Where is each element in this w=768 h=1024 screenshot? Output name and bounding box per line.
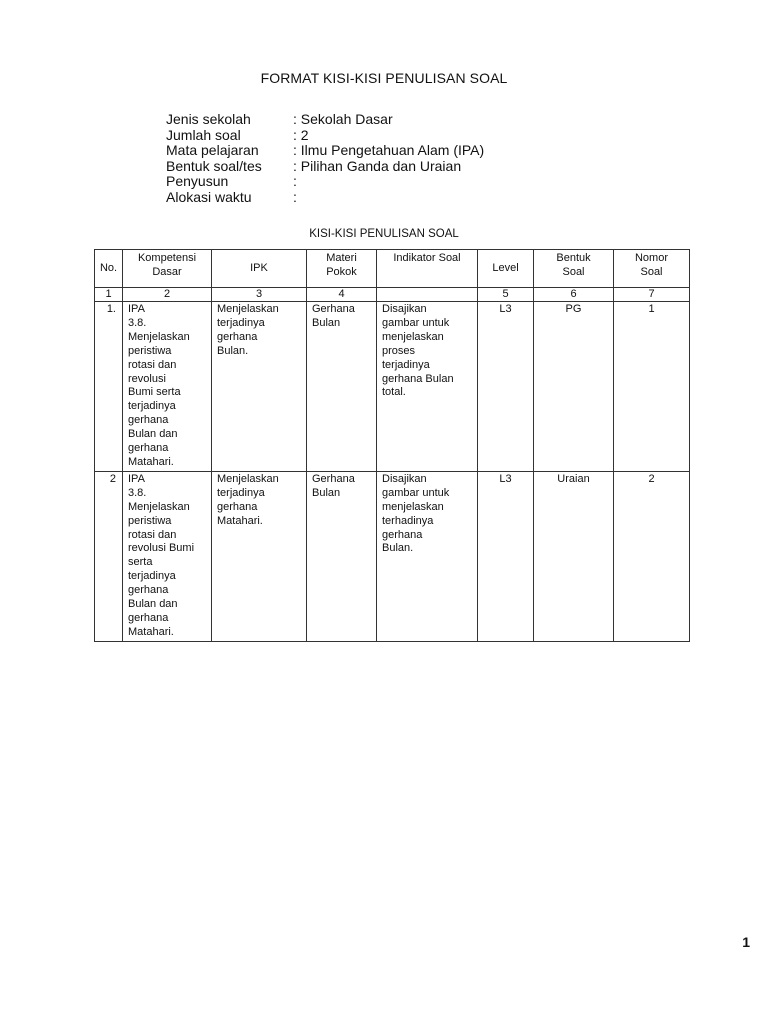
cell-line: Gerhana — [312, 472, 355, 485]
column-number: 1 — [95, 288, 123, 302]
table-title: KISI-KISI PENULISAN SOAL — [309, 228, 459, 240]
header-row — [95, 250, 690, 288]
page-number: 1 — [742, 934, 750, 950]
column-number: 2 — [123, 288, 212, 302]
info-row-mata-pelajaran — [166, 143, 484, 159]
table-row — [95, 302, 690, 472]
cell-ipk — [212, 471, 307, 641]
cell-line: Bulan. — [217, 344, 249, 357]
info-row-alokasi-waktu — [166, 190, 484, 206]
header-no: No. — [95, 250, 123, 288]
cell-line: rotasi dan — [128, 528, 177, 541]
cell-line: Bulan dan — [128, 428, 178, 441]
cell-bentuk: Uraian — [534, 471, 614, 641]
cell-ipk — [212, 302, 307, 472]
cell-kompetensi — [123, 302, 212, 472]
cell-line: rotasi dan — [128, 358, 177, 371]
info-row-bentuk-soal — [166, 159, 484, 175]
info-label: Mata pelajaran — [166, 142, 259, 159]
cell-line: total. — [382, 386, 406, 399]
cell-line: 3.8. — [128, 316, 147, 329]
header-nomor-soal: Nomor Soal — [614, 250, 690, 288]
cell-line: 3.8. — [128, 486, 147, 499]
cell-line: revolusi Bumi — [128, 542, 195, 555]
info-label: Alokasi waktu — [166, 188, 252, 205]
cell-no: 2 — [95, 471, 123, 641]
info-row-penyusun — [166, 174, 484, 190]
cell-line: gerhana Bulan — [382, 372, 454, 385]
cell-line: Menjelaskan — [128, 330, 190, 343]
cell-line: proses — [382, 344, 416, 357]
cell-kompetensi — [123, 471, 212, 641]
info-value: : Pilihan Ganda dan Uraian — [293, 157, 462, 174]
cell-line: IPA — [128, 303, 145, 315]
cell-line: IPA — [128, 472, 145, 485]
column-number: 7 — [614, 288, 690, 302]
cell-line: terjadinya — [217, 316, 265, 329]
info-value: : Sekolah Dasar — [293, 111, 393, 127]
info-label: Jumlah soal — [166, 126, 241, 143]
cell-line: gerhana — [128, 442, 169, 455]
document-title: FORMAT KISI-KISI PENULISAN SOAL — [260, 70, 508, 86]
cell-line: gerhana — [128, 414, 169, 427]
cell-line: Menjelaskan — [128, 500, 190, 513]
cell-materi — [307, 302, 377, 472]
cell-line: menjelaskan — [382, 330, 444, 343]
info-label: Penyusun — [166, 173, 229, 190]
cell-line: Matahari. — [217, 514, 263, 527]
cell-line: Matahari. — [128, 455, 174, 468]
cell-line: serta — [128, 556, 153, 569]
cell-line: terjadinya — [128, 400, 176, 413]
cell-line: gambar untuk — [382, 316, 450, 329]
cell-line: Menjelaskan — [217, 303, 279, 315]
cell-materi — [307, 471, 377, 641]
cell-no: 1. — [95, 302, 123, 472]
cell-nomor: 1 — [614, 302, 690, 472]
cell-line: terjadinya — [382, 358, 430, 371]
cell-line: gerhana — [128, 584, 169, 597]
cell-line: terjadinya — [217, 486, 265, 499]
cell-line: Menjelaskan — [217, 472, 279, 485]
cell-level: L3 — [478, 302, 534, 472]
cell-line: Matahari. — [128, 625, 174, 638]
cell-bentuk: PG — [534, 302, 614, 472]
cell-level: L3 — [478, 471, 534, 641]
header-materi-pokok: Materi Pokok — [307, 250, 377, 288]
cell-line: menjelaskan — [382, 500, 444, 513]
cell-nomor: 2 — [614, 471, 690, 641]
cell-line: gerhana — [217, 330, 258, 343]
cell-line: terjadinya — [128, 570, 176, 583]
header-ipk: IPK — [212, 250, 307, 288]
column-number: 3 — [212, 288, 307, 302]
cell-line: Disajikan — [382, 303, 427, 315]
table-row — [95, 471, 690, 641]
header-indikator-soal: Indikator Soal — [377, 250, 478, 288]
cell-line: peristiwa — [128, 514, 172, 527]
cell-line: terhadinya — [382, 514, 434, 527]
column-number-row — [95, 288, 690, 302]
info-label: Jenis sekolah — [166, 111, 251, 127]
info-value: : — [293, 173, 297, 190]
cell-line: Gerhana — [312, 303, 355, 315]
cell-line: revolusi — [128, 372, 166, 385]
cell-line: peristiwa — [128, 344, 172, 357]
info-row-jumlah-soal — [166, 128, 484, 144]
cell-indikator — [377, 302, 478, 472]
cell-indikator — [377, 471, 478, 641]
cell-line: Bulan — [312, 316, 341, 329]
header-level: Level — [478, 250, 534, 288]
column-number: 4 — [307, 288, 377, 302]
info-block — [166, 112, 484, 206]
header-kompetensi-dasar: Kompetensi Dasar — [123, 250, 212, 288]
cell-line: gerhana — [128, 611, 169, 624]
column-number: 6 — [534, 288, 614, 302]
info-value: : 2 — [293, 126, 309, 143]
info-row-jenis-sekolah — [166, 112, 484, 128]
info-value: : — [293, 188, 297, 205]
info-value: : Ilmu Pengetahuan Alam (IPA) — [293, 142, 485, 159]
cell-line: Bumi serta — [128, 386, 181, 399]
cell-line: gerhana — [217, 500, 258, 513]
cell-line: Bulan. — [382, 542, 414, 555]
kisi-kisi-table — [94, 249, 690, 642]
header-bentuk-soal: Bentuk Soal — [534, 250, 614, 288]
column-number: 5 — [478, 288, 534, 302]
column-number — [377, 288, 478, 302]
cell-line: gerhana — [382, 528, 423, 541]
cell-line: gambar untuk — [382, 486, 450, 499]
cell-line: Bulan — [312, 486, 341, 499]
cell-line: Bulan dan — [128, 598, 178, 611]
info-label: Bentuk soal/tes — [166, 157, 262, 174]
cell-line: Disajikan — [382, 472, 427, 485]
